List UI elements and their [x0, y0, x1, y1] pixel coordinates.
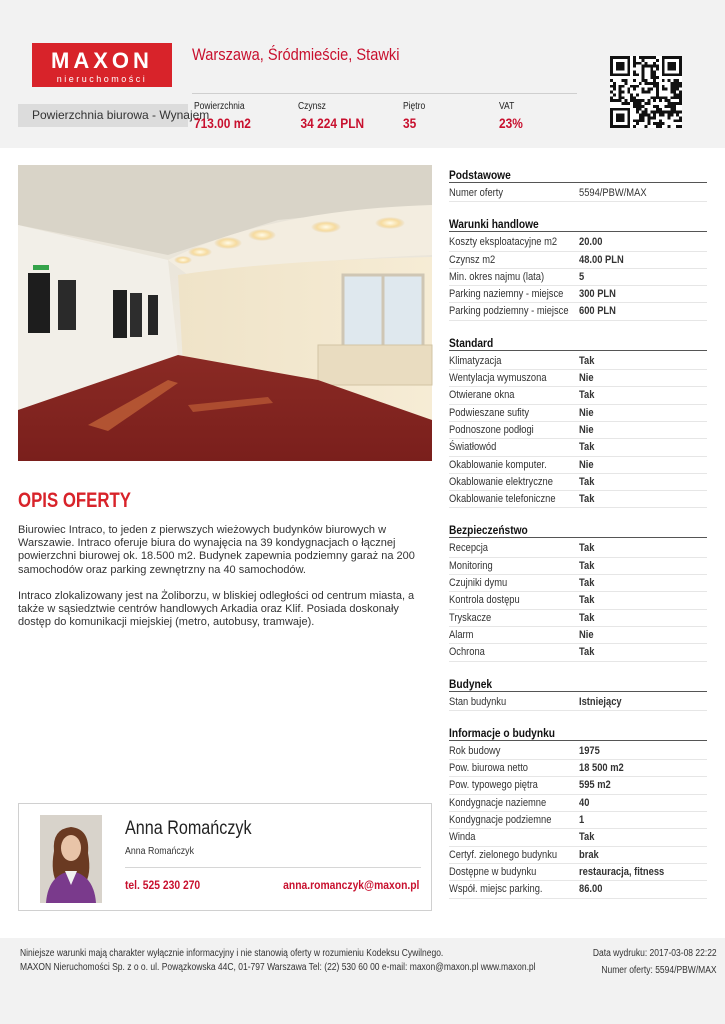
detail-value: Istniejący: [579, 695, 622, 708]
agent-subtitle: Anna Romańczyk: [125, 846, 194, 857]
detail-value: Nie: [579, 628, 594, 641]
detail-row: [449, 457, 707, 474]
section-gap: [449, 202, 707, 216]
agent-divider: [125, 867, 421, 868]
section-title-text: Bezpieczeństwo: [449, 523, 528, 538]
detail-value: Nie: [579, 372, 594, 385]
title-divider: [192, 93, 577, 94]
detail-key: Czujniki dymu: [449, 577, 508, 590]
detail-key: Czynsz m2: [449, 253, 496, 266]
section-title: [449, 725, 707, 741]
detail-row: [449, 303, 707, 320]
section-gap: [449, 508, 707, 522]
detail-row: [449, 864, 707, 881]
detail-value: Tak: [579, 493, 595, 506]
detail-key: Podnoszone podłogi: [449, 423, 534, 436]
detail-key: Parking naziemny - miejsce: [449, 288, 564, 301]
detail-value: 1975: [579, 744, 600, 757]
detail-key: Certyf. zielonego budynku: [449, 848, 558, 861]
detail-row: [449, 847, 707, 864]
footer-company-info: MAXON Nieruchomości Sp. z o o. ul. Powązkowska 44C, 01-797 Warszawa Tel: (22) 530 60 00 e-mail: maxon@maxon.pl www.maxon.pl: [20, 962, 536, 973]
section-gap: [449, 711, 707, 725]
detail-key: Parking podziemny - miejsce: [449, 305, 569, 318]
stat-floor-label: Piętro: [403, 101, 426, 112]
detail-value: Tak: [579, 646, 595, 659]
detail-key: Rok budowy: [449, 744, 501, 757]
detail-value: 86.00: [579, 883, 603, 896]
detail-row: [449, 592, 707, 609]
detail-row: [449, 627, 707, 644]
detail-value: 1: [579, 814, 585, 827]
detail-row: [449, 540, 707, 557]
detail-key: Kontrola dostępu: [449, 594, 520, 607]
detail-row: [449, 353, 707, 370]
stat-vat: [499, 101, 527, 131]
detail-key: Okablowanie elektryczne: [449, 475, 553, 488]
stat-vat-value: 23%: [499, 115, 523, 131]
detail-row: [449, 269, 707, 286]
section-title: [449, 335, 707, 351]
stat-floor-value: 35: [403, 115, 417, 131]
detail-value: 20.00: [579, 236, 603, 249]
stat-area: [194, 101, 261, 131]
detail-key: Ochrona: [449, 646, 485, 659]
qr-code-icon[interactable]: [610, 56, 682, 128]
section-gap: [449, 321, 707, 335]
detail-value: Tak: [579, 475, 595, 488]
description-heading: OPIS OFERTY: [18, 489, 131, 512]
detail-key: Min. okres najmu (lata): [449, 270, 545, 283]
detail-row: [449, 795, 707, 812]
detail-value: 48.00 PLN: [579, 253, 624, 266]
detail-value: Tak: [579, 559, 595, 572]
detail-value: Tak: [579, 354, 595, 367]
stat-area-value: 713.00 m2: [194, 115, 251, 131]
detail-row: [449, 286, 707, 303]
detail-value: Tak: [579, 594, 595, 607]
detail-key: Pow. biurowa netto: [449, 762, 529, 775]
footer: [0, 938, 725, 1024]
detail-row: [449, 575, 707, 592]
office-photo: [18, 165, 432, 461]
detail-row: [449, 558, 707, 575]
detail-row: [449, 694, 707, 711]
detail-key: Numer oferty: [449, 187, 504, 199]
detail-row: [449, 422, 707, 439]
detail-key: Stan budynku: [449, 695, 507, 708]
detail-row: [449, 439, 707, 456]
offer-type-badge: Powierzchnia biurowa - Wynajem: [18, 104, 188, 127]
description-text: [18, 524, 428, 642]
section-title: [449, 676, 707, 692]
maxon-logo[interactable]: [32, 43, 172, 87]
agent-avatar: [40, 815, 102, 903]
detail-key: Kondygnacje podziemne: [449, 814, 552, 827]
detail-key: Otwierane okna: [449, 389, 515, 402]
detail-row: [449, 812, 707, 829]
detail-key: Podwieszane sufity: [449, 406, 530, 419]
detail-row: [449, 234, 707, 251]
detail-row: [449, 644, 707, 661]
detail-row: [449, 881, 707, 898]
detail-value: 600 PLN: [579, 305, 616, 318]
offer-details: [449, 167, 707, 899]
detail-row: [449, 610, 707, 627]
detail-key: Światłowód: [449, 441, 497, 454]
detail-key: Dostępne w budynku: [449, 865, 537, 878]
detail-value: 40: [579, 796, 590, 809]
detail-value: Nie: [579, 458, 594, 471]
detail-value: 5: [579, 270, 585, 283]
detail-key: Okablowanie komputer.: [449, 458, 547, 471]
detail-value: 5594/PBW/MAX: [579, 187, 647, 199]
section-title-text: Standard: [449, 335, 494, 350]
detail-key: Tryskacze: [449, 611, 492, 624]
detail-value: brak: [579, 848, 599, 861]
location-title: Warszawa, Śródmieście, Stawki: [192, 45, 400, 64]
section-title: [449, 167, 707, 183]
detail-key: Kondygnacje naziemne: [449, 796, 547, 809]
detail-row: [449, 829, 707, 846]
detail-row: [449, 777, 707, 794]
footer-print-date: Data wydruku: 2017-03-08 22:22: [593, 948, 717, 959]
agent-email-link[interactable]: anna.romanczyk@maxon.pl: [282, 878, 419, 892]
detail-row: [449, 743, 707, 760]
detail-row: [449, 387, 707, 404]
section-gap: [449, 662, 707, 676]
stat-rent-value: 34 224 PLN: [300, 115, 365, 131]
detail-row: [449, 491, 707, 508]
detail-row: [449, 474, 707, 491]
detail-row: [449, 405, 707, 422]
detail-key: Klimatyzacja: [449, 354, 502, 367]
detail-row: [449, 370, 707, 387]
section-title-text: Warunki handlowe: [449, 217, 539, 232]
stat-vat-label: VAT: [499, 101, 515, 112]
detail-value: Tak: [579, 441, 595, 454]
detail-key: Wentylacja wymuszona: [449, 372, 547, 385]
detail-value: restauracja, fitness: [579, 865, 665, 878]
logo-subtitle: nieruchomości: [56, 74, 148, 84]
footer-disclaimer: Niniejsze warunki mają charakter wyłącznie informacyjny i nie stanowią oferty w rozumieniu Kodeksu Cywilnego.: [20, 948, 444, 959]
detail-key: Recepcja: [449, 542, 488, 555]
detail-key: Współ. miejsc parking.: [449, 883, 543, 896]
stat-floor: [403, 101, 429, 131]
detail-row: [449, 760, 707, 777]
header: [0, 0, 725, 148]
detail-value: Tak: [579, 577, 595, 590]
detail-value: 18 500 m2: [579, 762, 624, 775]
agent-name: Anna Romańczyk: [125, 818, 252, 839]
detail-row: [449, 252, 707, 269]
section-title: [449, 522, 707, 538]
detail-value: Tak: [579, 831, 595, 844]
detail-value: Tak: [579, 611, 595, 624]
detail-key: Koszty eksploatacyjne m2: [449, 236, 558, 249]
footer-offer-number: Numer oferty: 5594/PBW/MAX: [601, 965, 717, 976]
detail-key: Monitoring: [449, 559, 493, 572]
detail-row: [449, 185, 707, 202]
stat-rent: [298, 101, 376, 131]
detail-key: Winda: [449, 831, 476, 844]
detail-key: Okablowanie telefoniczne: [449, 493, 556, 506]
detail-value: Nie: [579, 423, 594, 436]
stat-area-label: Powierzchnia: [194, 101, 245, 112]
detail-value: 300 PLN: [579, 288, 616, 301]
section-title-text: Budynek: [449, 676, 493, 691]
description-paragraph: Intraco zlokalizowany jest na Żoliborzu, w bliskiej odległości od centrum miasta, a także w sąsiedztwie centrów handlowych Arkadia oraz Klif. Posiada doskonały dostęp do komunikacji miejskiej (metro, autobusy, tramwaje).: [18, 589, 415, 629]
detail-value: Tak: [579, 389, 595, 402]
agent-card: [18, 803, 432, 911]
agent-phone-link[interactable]: tel. 525 230 270: [125, 878, 201, 892]
detail-value: Tak: [579, 542, 595, 555]
section-title-text: Informacje o budynku: [449, 725, 555, 740]
section-title: [449, 216, 707, 232]
detail-value: 595 m2: [579, 779, 611, 792]
logo-brand: MAXON: [51, 48, 153, 73]
description-paragraph: Biurowiec Intraco, to jeden z pierwszych wieżowych budynków biurowych w Warszawie. Intraco oferuje biura do wynajęcia na 39 kondygnacjach o łącznej powierzchni biurowej ok. 18.500 m2. Budynek zapewnia podziemny garaż na 200 samochodów oraz parking zewnętrzny na 40 samochodów.: [18, 524, 415, 576]
detail-key: Pow. typowego piętra: [449, 779, 538, 792]
detail-value: Nie: [579, 406, 594, 419]
detail-key: Alarm: [449, 628, 474, 641]
stat-rent-label: Czynsz: [298, 101, 326, 112]
section-title-text: Podstawowe: [449, 168, 511, 182]
